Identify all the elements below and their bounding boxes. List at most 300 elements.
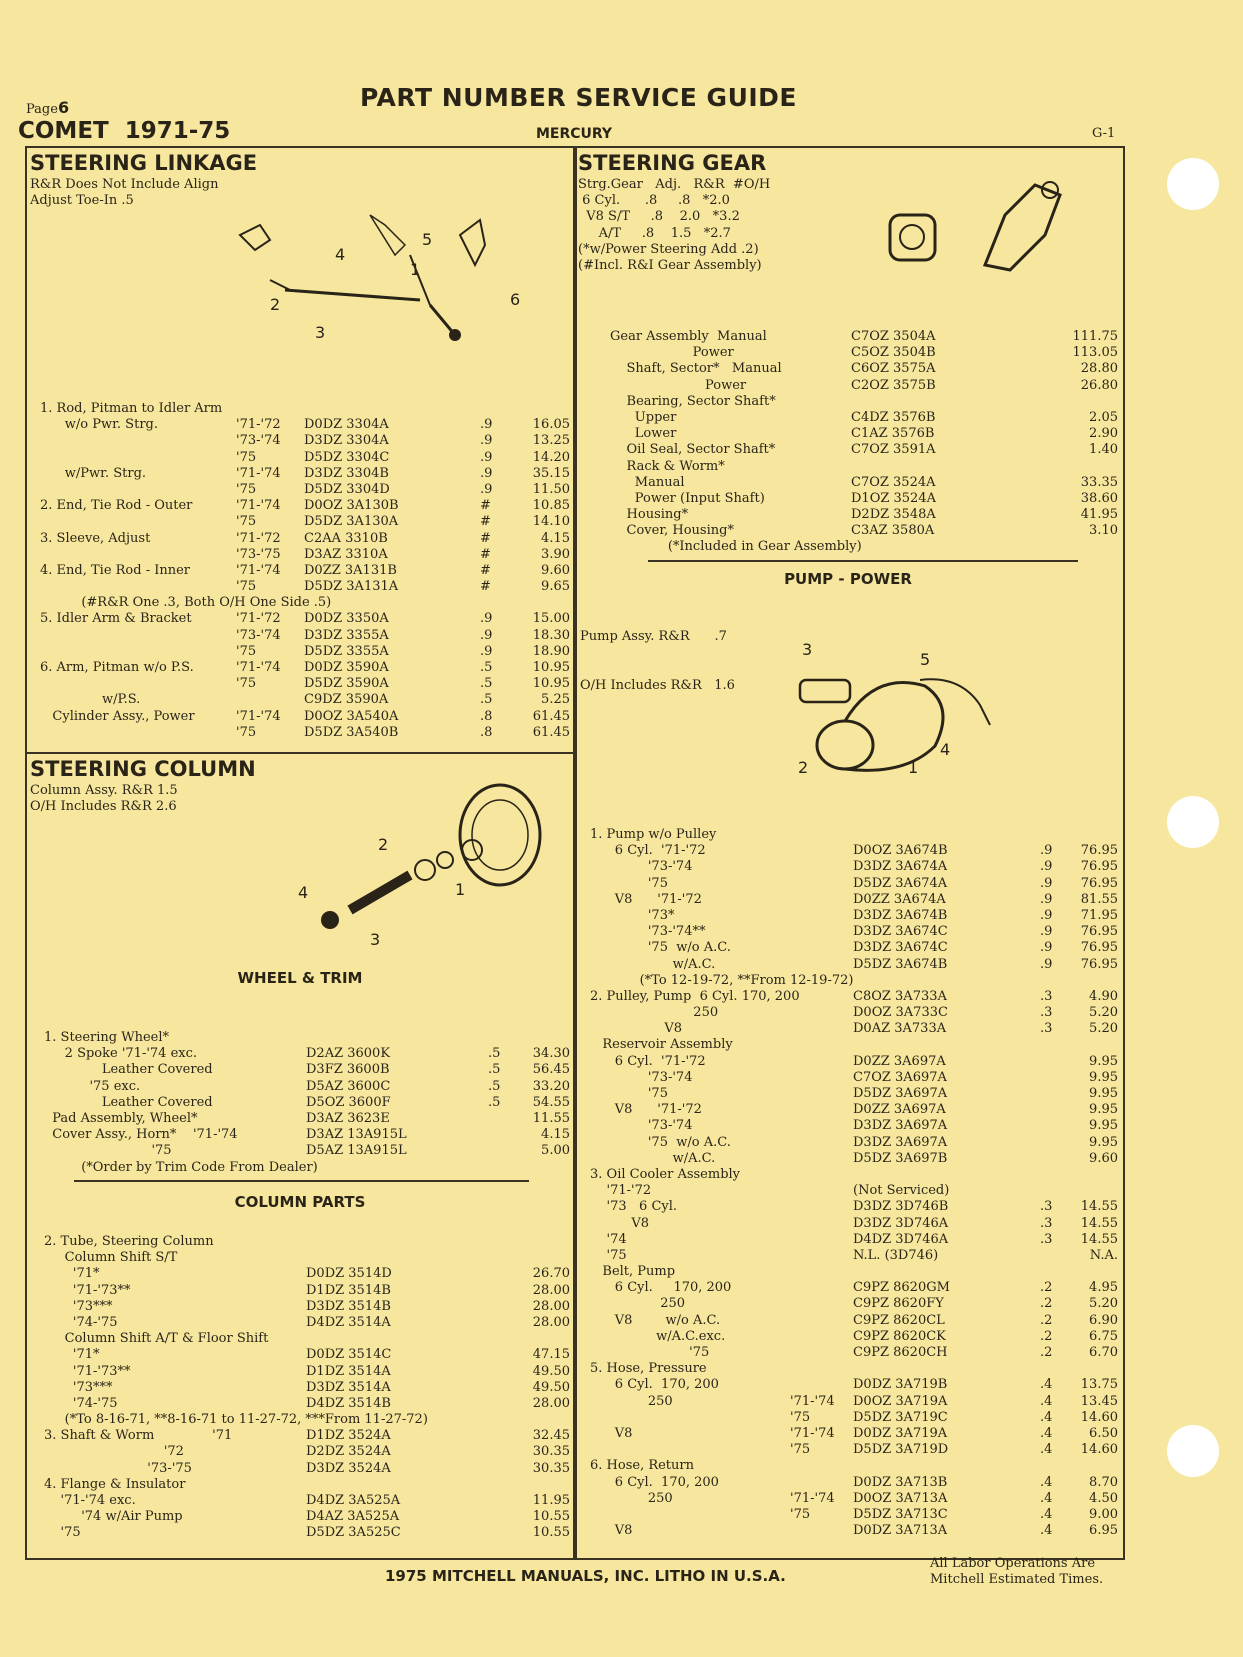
table-row — [30, 450, 570, 466]
table-row — [30, 466, 570, 482]
part-desc: (*To 8-16-71, **8-16-71 to 11-27-72, ***From 11-27-72) — [44, 1412, 428, 1428]
part-number: D0ZZ 3A674A — [853, 891, 946, 907]
table-row — [590, 1377, 1118, 1393]
part-desc: 5. Hose, Pressure — [590, 1361, 707, 1377]
labor-time: # — [480, 579, 491, 595]
price: 28.00 — [532, 1298, 570, 1314]
part-number: D5AZ 13A915L — [306, 1143, 407, 1159]
part-number: D5DZ 3A131A — [304, 579, 399, 595]
table-row — [610, 491, 1118, 507]
table-row — [44, 1266, 570, 1282]
table-row — [590, 1523, 1118, 1539]
part-desc: 6. Arm, Pitman w/o P.S. — [40, 660, 194, 675]
table-row — [30, 628, 570, 644]
table-row — [44, 1396, 570, 1412]
price: 61.45 — [532, 724, 570, 740]
part-desc: 4. Flange & Insulator — [44, 1476, 186, 1492]
part-desc: '73*** — [44, 1298, 113, 1314]
divider — [74, 1180, 529, 1182]
note-line: Adjust Toe-In .5 — [30, 193, 134, 209]
part-number: D5DZ 3590A — [304, 676, 389, 692]
part-number: D0DZ 3A719B — [853, 1377, 948, 1393]
price: 28.00 — [532, 1314, 570, 1330]
part-desc: '74 — [590, 1231, 627, 1247]
price: 32.45 — [532, 1428, 570, 1444]
price: 13.45 — [1080, 1393, 1118, 1409]
price: 111.75 — [1072, 329, 1118, 344]
table-row — [590, 1086, 1118, 1102]
part-number: D0DZ 3590A — [304, 660, 389, 675]
labor-time: .2 — [1040, 1280, 1053, 1296]
table-row — [30, 417, 570, 433]
table-row — [44, 1315, 570, 1331]
part-desc: w/o Pwr. Strg. — [40, 417, 158, 433]
part-desc: Cylinder Assy., Power — [40, 708, 195, 724]
table-row — [590, 1280, 1118, 1296]
table-row — [44, 1477, 570, 1493]
price: 9.95 — [1089, 1118, 1118, 1134]
price: 9.60 — [541, 562, 570, 578]
price: 11.95 — [532, 1493, 570, 1508]
price: 14.10 — [532, 514, 570, 530]
part-desc: w/A.C. — [590, 956, 716, 972]
part-number: D3DZ 3514A — [306, 1379, 391, 1395]
labor-time: .9 — [1040, 924, 1053, 940]
part-number: D0DZ 3A713A — [853, 1523, 948, 1539]
part-number: D4DZ 3514A — [306, 1314, 391, 1330]
table-row — [610, 523, 1118, 539]
price: 41.95 — [1080, 507, 1118, 523]
part-number: C6OZ 3575A — [851, 361, 936, 377]
part-desc: '71-'72 — [590, 1183, 652, 1199]
part-desc: '75 — [590, 875, 668, 891]
table-row — [610, 459, 1118, 475]
table-row — [30, 595, 570, 611]
diagram-label: 2 — [270, 295, 281, 314]
labor-time: .2 — [1040, 1328, 1053, 1344]
part-desc: 6 Cyl. '71-'72 — [590, 1053, 706, 1069]
labor-time: .4 — [1040, 1377, 1053, 1393]
labor-time: .8 — [480, 724, 493, 740]
labor-time: .3 — [1040, 1021, 1053, 1037]
part-number: C9PZ 8620CK — [853, 1328, 946, 1344]
table-row — [590, 1361, 1118, 1377]
part-number: D5DZ 3A719C — [853, 1409, 948, 1425]
part-desc: 5. Idler Arm & Bracket — [40, 611, 192, 627]
part-number: D5DZ 3304D — [304, 481, 390, 497]
table-row — [44, 1299, 570, 1315]
binder-hole — [1167, 158, 1219, 210]
table-row — [44, 1509, 570, 1525]
price: 9.95 — [1089, 1102, 1118, 1118]
labor-time: # — [480, 546, 491, 562]
part-desc: Cover, Housing* — [610, 523, 734, 539]
price: 49.50 — [532, 1363, 570, 1379]
price: 49.50 — [532, 1379, 570, 1395]
part-desc: '75 exc. — [44, 1078, 141, 1094]
note-line: O/H Includes R&R 2.6 — [30, 799, 177, 815]
diagram-label: 2 — [798, 758, 809, 777]
table-row — [44, 1283, 570, 1299]
table-row — [30, 611, 570, 627]
column-parts-subtitle: COLUMN PARTS — [234, 1193, 366, 1211]
price: 16.05 — [532, 417, 570, 433]
table-row — [590, 1102, 1118, 1118]
part-desc: '74 w/Air Pump — [44, 1509, 183, 1525]
table-row — [30, 725, 570, 741]
part-number: D0DZ 3A713B — [853, 1474, 948, 1490]
part-desc: Shaft, Sector* Manual — [610, 361, 782, 377]
table-row — [30, 401, 570, 417]
labor-time: # — [480, 514, 491, 530]
price: 61.45 — [532, 708, 570, 724]
part-desc: 1. Steering Wheel* — [44, 1030, 170, 1045]
part-number: C7OZ 3504A — [851, 329, 936, 344]
part-number: D5DZ 3A525C — [306, 1525, 401, 1541]
price: 10.55 — [532, 1509, 570, 1525]
years: '75 — [236, 724, 257, 740]
table-row — [610, 507, 1118, 523]
part-number: C7OZ 3591A — [851, 442, 936, 458]
labor-time: .9 — [1040, 907, 1053, 923]
steering-linkage-title: STEERING LINKAGE — [30, 151, 258, 175]
price: 81.55 — [1080, 891, 1118, 907]
price: 1.40 — [1089, 442, 1118, 458]
years: '75 — [790, 1506, 811, 1522]
diagram-label: 1 — [455, 880, 466, 899]
table-row — [30, 482, 570, 498]
part-desc: '73-'74 — [590, 1069, 693, 1085]
part-desc: Oil Seal, Sector Shaft* — [610, 442, 776, 458]
part-number: C9PZ 8620CH — [853, 1345, 948, 1360]
labor-time: .9 — [480, 465, 493, 481]
table-row — [590, 908, 1118, 924]
table-row — [590, 892, 1118, 908]
table-row — [44, 1046, 570, 1062]
diagram-label: 4 — [298, 883, 309, 902]
price: 54.55 — [532, 1094, 570, 1110]
price: 76.95 — [1080, 924, 1118, 940]
table-row — [610, 475, 1118, 491]
part-desc: Power — [610, 377, 747, 393]
diagram-label: 2 — [378, 835, 389, 854]
diagram-label: 3 — [370, 930, 381, 949]
table-row — [44, 1095, 570, 1111]
years: '71-'74 — [236, 708, 281, 724]
table-row — [44, 1234, 570, 1250]
part-number: D3DZ 3A674A — [853, 859, 948, 875]
part-desc: (*Order by Trim Code From Dealer) — [44, 1159, 318, 1175]
part-number: D0DZ 3304A — [304, 417, 389, 433]
labor-time: .9 — [1040, 940, 1053, 956]
part-desc: '73-'74 — [590, 1118, 693, 1134]
table-row — [610, 394, 1118, 410]
table-row — [590, 1458, 1118, 1474]
part-number: D2DZ 3548A — [851, 507, 936, 523]
part-number: D5DZ 3355A — [304, 643, 389, 659]
price: 33.35 — [1080, 474, 1118, 490]
part-desc: 250 — [590, 1490, 673, 1506]
price: 13.75 — [1080, 1377, 1118, 1393]
part-number: C5OZ 3504B — [851, 345, 936, 361]
table-row — [590, 1475, 1118, 1491]
price: 4.90 — [1089, 988, 1118, 1004]
price: 76.95 — [1080, 859, 1118, 875]
years: '71-'72 — [236, 417, 281, 433]
part-number: D5DZ 3A674A — [853, 875, 948, 891]
price: 33.20 — [532, 1078, 570, 1094]
years: '71-'72 — [236, 611, 281, 627]
table-row — [30, 692, 570, 708]
labor-time: .4 — [1040, 1490, 1053, 1506]
part-desc: Lower — [610, 426, 677, 442]
labor-time: .9 — [480, 627, 493, 643]
table-row — [590, 1410, 1118, 1426]
part-desc: Cover Assy., Horn* '71-'74 — [44, 1127, 238, 1143]
gear-parts-table — [610, 329, 1118, 556]
years: '71-'74 — [236, 660, 281, 675]
part-number: D3DZ 3A697A — [853, 1134, 948, 1150]
steering-gear-diagram — [875, 175, 1075, 285]
diagram-label: 5 — [422, 230, 433, 249]
diagram-label: 1 — [410, 260, 421, 279]
wheel-trim-table — [44, 1030, 570, 1176]
years: '71-'74 — [236, 498, 281, 514]
part-number: D0ZZ 3A697A — [853, 1102, 946, 1118]
part-number: D0DZ 3514D — [306, 1266, 392, 1282]
price: 5.20 — [1089, 1005, 1118, 1021]
part-number: D5DZ 3A713C — [853, 1506, 948, 1522]
labor-time: .4 — [1040, 1474, 1053, 1490]
part-number: C4DZ 3576B — [851, 409, 936, 425]
part-number: D3DZ 3A697A — [853, 1118, 948, 1134]
part-number: D5DZ 3A697A — [853, 1086, 948, 1101]
page-number: 6 — [57, 98, 70, 117]
years: '75 — [790, 1409, 811, 1425]
part-number: D4DZ 3A525A — [306, 1493, 401, 1508]
price: 76.95 — [1080, 940, 1118, 956]
diagram-label: 4 — [940, 740, 951, 759]
table-row — [610, 345, 1118, 361]
price: 28.80 — [1080, 361, 1118, 377]
price: 26.80 — [1080, 377, 1118, 393]
part-desc: 6 Cyl. '71-'72 — [590, 843, 706, 859]
table-row — [30, 579, 570, 595]
labor-time: .4 — [1040, 1409, 1053, 1425]
part-desc: V8 '71-'72 — [590, 891, 702, 907]
part-desc: 6. Hose, Return — [590, 1458, 694, 1474]
table-row — [44, 1030, 570, 1046]
years: '71-'74 — [236, 465, 281, 481]
table-row — [590, 1118, 1118, 1134]
table-row — [44, 1079, 570, 1095]
part-desc: 6 Cyl. 170, 200 — [590, 1377, 719, 1393]
labor-time: .4 — [1040, 1442, 1053, 1458]
part-desc: '74-'75 — [44, 1314, 118, 1330]
price: 28.00 — [532, 1395, 570, 1411]
part-number: D4AZ 3A525A — [306, 1509, 400, 1525]
table-row — [610, 361, 1118, 377]
table-row — [590, 924, 1118, 940]
note-line: O/H Includes R&R 1.6 — [580, 678, 735, 694]
price: 8.70 — [1089, 1474, 1118, 1490]
table-row — [590, 1491, 1118, 1507]
price: 9.95 — [1089, 1069, 1118, 1085]
part-desc: 4. End, Tie Rod - Inner — [40, 562, 191, 578]
labor-time: .9 — [480, 417, 493, 433]
table-row — [44, 1347, 570, 1363]
steering-linkage-diagram — [230, 195, 530, 345]
labor-time: .5 — [480, 660, 493, 675]
labor-time: .2 — [1040, 1312, 1053, 1328]
table-row — [590, 827, 1118, 843]
part-desc: V8 — [590, 1021, 683, 1037]
note-line: Column Assy. R&R 1.5 — [30, 783, 178, 798]
binder-hole — [1167, 1425, 1219, 1477]
price: 4.95 — [1089, 1280, 1118, 1296]
part-number: C7OZ 3A697A — [853, 1069, 947, 1085]
price: 11.55 — [532, 1110, 570, 1126]
part-desc: (*To 12-19-72, **From 12-19-72) — [590, 972, 854, 988]
part-desc: 250 — [590, 1393, 673, 1409]
part-number: C9PZ 8620GM — [853, 1280, 950, 1296]
labor-time: .4 — [1040, 1506, 1053, 1522]
part-number: D0OZ 3A713A — [853, 1490, 948, 1506]
gear-labor-table — [578, 177, 770, 274]
table-row — [44, 1525, 570, 1541]
price: 30.35 — [532, 1444, 570, 1460]
price: 10.55 — [532, 1525, 570, 1541]
labor-time: .4 — [1040, 1523, 1053, 1539]
table-row — [590, 1054, 1118, 1070]
part-desc: '75 — [590, 1247, 627, 1263]
labor-time: .9 — [480, 433, 493, 449]
linkage-notes — [30, 177, 218, 209]
part-desc: (*Included in Gear Assembly) — [610, 539, 862, 555]
price: 76.95 — [1080, 875, 1118, 891]
footer-publisher: 1975 MITCHELL MANUALS, INC. LITHO IN U.S.A. — [385, 1567, 786, 1585]
labor-time: .5 — [488, 1094, 501, 1110]
part-number: D5OZ 3600F — [306, 1094, 391, 1110]
part-desc: '75 — [44, 1525, 81, 1541]
part-desc: '73 6 Cyl. — [590, 1199, 678, 1215]
years: '75 — [236, 481, 257, 497]
part-desc: w/A.C. — [590, 1150, 716, 1166]
price: 18.90 — [532, 643, 570, 659]
table-row — [590, 1313, 1118, 1329]
note-line: Pump Assy. R&R .7 — [580, 629, 727, 645]
labor-time: .5 — [488, 1062, 501, 1078]
part-number: D0OZ 3A719A — [853, 1393, 948, 1409]
part-desc: Power — [610, 345, 734, 361]
price: 71.95 — [1080, 907, 1118, 923]
table-row — [590, 1426, 1118, 1442]
price: 5.20 — [1089, 1021, 1118, 1037]
part-number: D0DZ 3350A — [304, 611, 389, 627]
part-desc: V8 — [590, 1215, 649, 1231]
price: 34.30 — [532, 1046, 570, 1062]
page-code: G-1 — [1092, 126, 1116, 141]
price: 9.60 — [1089, 1150, 1118, 1166]
footer-note — [930, 1556, 1103, 1588]
labor-time: .5 — [480, 692, 493, 708]
table-row — [30, 514, 570, 530]
table-row — [44, 1444, 570, 1460]
part-desc: Rack & Worm* — [610, 458, 725, 474]
part-desc: '74-'75 — [44, 1395, 118, 1411]
part-desc: '71-'73** — [44, 1282, 131, 1298]
years: '73-'75 — [236, 546, 281, 562]
price: 6.70 — [1089, 1345, 1118, 1360]
labor-time: .9 — [1040, 859, 1053, 875]
part-number: D3DZ 3A674C — [853, 940, 948, 956]
part-number: D5DZ 3A719D — [853, 1442, 949, 1458]
diagram-label: 4 — [335, 245, 346, 264]
part-desc: '75 w/o A.C. — [590, 940, 731, 956]
part-number: D0OZ 3A130B — [304, 498, 399, 514]
part-desc: '73-'74 — [590, 859, 693, 875]
labor-time: .9 — [1040, 875, 1053, 891]
labor-time: .9 — [480, 611, 493, 627]
table-row — [44, 1364, 570, 1380]
part-desc: '71* — [44, 1347, 100, 1363]
part-desc: V8 '71-'72 — [590, 1102, 702, 1118]
years: '75 — [236, 449, 257, 465]
part-number: C9PZ 8620FY — [853, 1296, 944, 1312]
part-desc: '73* — [590, 907, 675, 923]
table-row — [590, 1248, 1118, 1264]
part-desc: 2. Pulley, Pump 6 Cyl. 170, 200 — [590, 988, 800, 1004]
years: '75 — [236, 676, 257, 692]
steering-column-title: STEERING COLUMN — [30, 757, 256, 781]
part-number: C9DZ 3590A — [304, 692, 389, 708]
make-label: MERCURY — [536, 126, 613, 142]
part-desc: Housing* — [610, 507, 689, 523]
price: 10.95 — [532, 676, 570, 692]
part-number: D1OZ 3524A — [851, 490, 936, 506]
price: 6.95 — [1089, 1523, 1118, 1539]
labor-time: .3 — [1040, 1199, 1053, 1215]
table-row — [590, 1394, 1118, 1410]
years: '71-'74 — [236, 562, 281, 578]
price: 14.55 — [1080, 1215, 1118, 1231]
table-row — [610, 378, 1118, 394]
diagram-label: 3 — [315, 323, 326, 342]
note-line: R&R Does Not Include Align — [30, 177, 219, 192]
part-number: D4DZ 3514B — [306, 1395, 391, 1411]
diagram-label: 3 — [802, 640, 813, 659]
part-desc: 250 — [590, 1005, 719, 1021]
part-number: D3DZ 3304A — [304, 433, 389, 449]
price: N.A. — [1089, 1247, 1118, 1263]
part-number: D3DZ 3A674C — [853, 924, 948, 940]
part-number: C1AZ 3576B — [851, 426, 935, 442]
price: 6.50 — [1089, 1425, 1118, 1441]
price: 35.15 — [532, 465, 570, 481]
part-desc: w/A.C.exc. — [590, 1328, 726, 1344]
diagram-label: 1 — [908, 758, 919, 777]
part-desc: '75 — [44, 1143, 172, 1159]
labor-time: .5 — [488, 1046, 501, 1062]
model-title: COMET 1971-75 — [18, 118, 231, 144]
price: 9.95 — [1089, 1086, 1118, 1101]
table-row — [44, 1461, 570, 1477]
part-desc: '75 — [590, 1345, 710, 1360]
labor-time: .9 — [1040, 843, 1053, 859]
part-number: D0DZ 3514C — [306, 1347, 392, 1363]
table-row — [30, 676, 570, 692]
table-row — [590, 1070, 1118, 1086]
